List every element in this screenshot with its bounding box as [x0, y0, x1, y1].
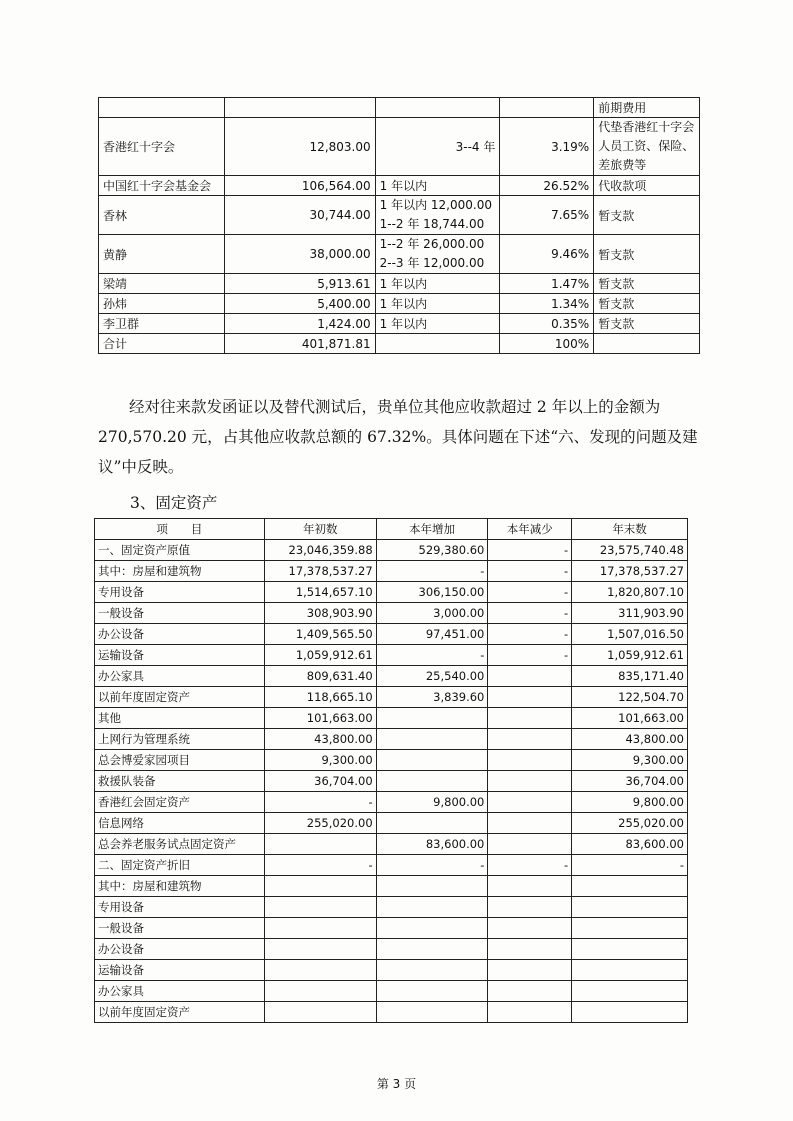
table-row [99, 334, 700, 354]
table-header-row [95, 519, 688, 540]
asset-end: 1,059,912.61 [572, 645, 688, 666]
receivable-percent: 9.46% [500, 235, 594, 274]
asset-end: 1,820,807.10 [572, 582, 688, 603]
asset-add [376, 708, 488, 729]
asset-add [376, 918, 488, 939]
receivable-percent: 7.65% [500, 196, 594, 235]
receivable-percent: 1.47% [500, 274, 594, 294]
asset-item: 以前年度固定资产 [95, 1002, 265, 1023]
asset-end: 1,507,016.50 [572, 624, 688, 645]
asset-add [376, 897, 488, 918]
asset-begin [264, 939, 376, 960]
header-end: 年末数 [572, 519, 688, 540]
asset-item: 香港红会固定资产 [95, 792, 265, 813]
asset-end [572, 960, 688, 981]
table-row [95, 624, 688, 645]
table-row [95, 687, 688, 708]
asset-sub [488, 834, 572, 855]
asset-end: 311,903.90 [572, 603, 688, 624]
table-row [95, 792, 688, 813]
asset-begin [264, 876, 376, 897]
asset-item: 一般设备 [95, 918, 265, 939]
asset-sub [488, 708, 572, 729]
asset-add [376, 1002, 488, 1023]
header-begin: 年初数 [264, 519, 376, 540]
asset-add: - [376, 645, 488, 666]
asset-end: - [572, 855, 688, 876]
receivable-amount: 12,803.00 [224, 118, 375, 176]
table-row [95, 981, 688, 1002]
asset-sub [488, 960, 572, 981]
asset-begin: 255,020.00 [264, 813, 376, 834]
receivable-age [375, 98, 500, 118]
header-item: 项 目 [95, 519, 265, 540]
receivable-note: 暂支款 [594, 235, 700, 274]
header-sub: 本年减少 [488, 519, 572, 540]
receivable-note: 暂支款 [594, 314, 700, 334]
table-row [99, 314, 700, 334]
receivable-name: 合计 [99, 334, 225, 354]
table-row [95, 1002, 688, 1023]
asset-add [376, 876, 488, 897]
receivable-amount: 1,424.00 [224, 314, 375, 334]
asset-begin: 9,300.00 [264, 750, 376, 771]
table-row [95, 708, 688, 729]
asset-end [572, 876, 688, 897]
receivable-percent: 3.19% [500, 118, 594, 176]
asset-sub [488, 1002, 572, 1023]
receivable-note: 暂支款 [594, 294, 700, 314]
asset-add: 83,600.00 [376, 834, 488, 855]
table-row [95, 855, 688, 876]
age-line: 1--2 年 26,000.00 [379, 237, 485, 251]
section-title: 3、固定资产 [130, 494, 218, 512]
table-row [95, 918, 688, 939]
receivable-amount: 401,871.81 [224, 334, 375, 354]
age-line: 1 年以内 12,000.00 [379, 198, 492, 212]
asset-add: 529,380.60 [376, 540, 488, 561]
analysis-paragraph: 经对往来款发函证以及替代测试后，贵单位其他应收款超过 2 年以上的金额为 270,570.20 元，占其他应收款总额的 67.32%。具体问题在下述“六、发现的问题及建议”中反映。 [98, 398, 698, 476]
table-row [95, 645, 688, 666]
table-row [95, 582, 688, 603]
asset-begin: 308,903.90 [264, 603, 376, 624]
table-row [95, 834, 688, 855]
asset-item: 运输设备 [95, 960, 265, 981]
receivable-name [99, 98, 225, 118]
asset-sub [488, 918, 572, 939]
asset-sub [488, 939, 572, 960]
receivable-percent: 100% [500, 334, 594, 354]
asset-add: 9,800.00 [376, 792, 488, 813]
asset-end: 835,171.40 [572, 666, 688, 687]
receivable-name: 梁靖 [99, 274, 225, 294]
receivable-name: 黄静 [99, 235, 225, 274]
asset-sub [488, 771, 572, 792]
asset-end [572, 918, 688, 939]
receivable-percent: 1.34% [500, 294, 594, 314]
asset-end: 255,020.00 [572, 813, 688, 834]
asset-sub: - [488, 645, 572, 666]
asset-add [376, 981, 488, 1002]
receivable-note: 代垫香港红十字会人员工资、保险、差旅费等 [594, 118, 700, 176]
asset-sub: - [488, 855, 572, 876]
asset-item: 二、固定资产折旧 [95, 855, 265, 876]
asset-begin: 43,800.00 [264, 729, 376, 750]
table-row [95, 960, 688, 981]
asset-add [376, 750, 488, 771]
receivable-amount: 5,913.61 [224, 274, 375, 294]
asset-item: 办公设备 [95, 624, 265, 645]
table-row [95, 813, 688, 834]
receivable-amount: 30,744.00 [224, 196, 375, 235]
asset-sub: - [488, 603, 572, 624]
asset-begin [264, 918, 376, 939]
asset-begin: 1,059,912.61 [264, 645, 376, 666]
asset-end: 36,704.00 [572, 771, 688, 792]
table-row [95, 540, 688, 561]
age-line: 1--2 年 18,744.00 [379, 217, 485, 231]
asset-end: 101,663.00 [572, 708, 688, 729]
receivable-name: 中国红十字会基金会 [99, 176, 225, 196]
asset-sub [488, 729, 572, 750]
receivable-name: 香林 [99, 196, 225, 235]
asset-item: 专用设备 [95, 897, 265, 918]
table-row [99, 274, 700, 294]
asset-item: 救援队装备 [95, 771, 265, 792]
receivable-age [375, 334, 500, 354]
receivable-amount: 38,000.00 [224, 235, 375, 274]
asset-end: 9,800.00 [572, 792, 688, 813]
receivable-age: 1 年以内 [375, 294, 500, 314]
table-row [95, 897, 688, 918]
asset-item: 运输设备 [95, 645, 265, 666]
receivables-table [98, 97, 700, 354]
asset-end: 9,300.00 [572, 750, 688, 771]
asset-begin [264, 960, 376, 981]
receivable-age: 1 年以内 [375, 314, 500, 334]
asset-add: 3,000.00 [376, 603, 488, 624]
asset-begin [264, 981, 376, 1002]
receivable-age [375, 196, 500, 235]
asset-begin [264, 834, 376, 855]
asset-sub [488, 750, 572, 771]
asset-end: 17,378,537.27 [572, 561, 688, 582]
asset-item: 专用设备 [95, 582, 265, 603]
table-row [95, 771, 688, 792]
receivable-name: 香港红十字会 [99, 118, 225, 176]
asset-sub: - [488, 540, 572, 561]
table-row [95, 750, 688, 771]
asset-sub [488, 897, 572, 918]
asset-begin: 101,663.00 [264, 708, 376, 729]
receivable-percent: 0.35% [500, 314, 594, 334]
table-row [95, 939, 688, 960]
asset-end: 43,800.00 [572, 729, 688, 750]
asset-sub [488, 813, 572, 834]
asset-begin: 23,046,359.88 [264, 540, 376, 561]
asset-add [376, 771, 488, 792]
asset-add: 25,540.00 [376, 666, 488, 687]
asset-end: 23,575,740.48 [572, 540, 688, 561]
asset-item: 一、固定资产原值 [95, 540, 265, 561]
table-row [95, 666, 688, 687]
asset-sub [488, 666, 572, 687]
table-row [99, 235, 700, 274]
asset-item: 办公家具 [95, 981, 265, 1002]
asset-begin: 118,665.10 [264, 687, 376, 708]
asset-add [376, 813, 488, 834]
asset-item: 信息网络 [95, 813, 265, 834]
asset-begin: 1,409,565.50 [264, 624, 376, 645]
asset-begin: - [264, 792, 376, 813]
asset-sub [488, 792, 572, 813]
receivable-amount [224, 98, 375, 118]
header-add: 本年增加 [376, 519, 488, 540]
table-row [99, 294, 700, 314]
table-row [95, 561, 688, 582]
receivable-percent [500, 98, 594, 118]
receivable-age [375, 235, 500, 274]
asset-end [572, 981, 688, 1002]
asset-begin: - [264, 855, 376, 876]
age-line: 2--3 年 12,000.00 [379, 256, 485, 270]
asset-add [376, 960, 488, 981]
asset-begin: 17,378,537.27 [264, 561, 376, 582]
asset-begin: 809,631.40 [264, 666, 376, 687]
page-number: 第 3 页 [376, 1077, 417, 1091]
asset-add: 3,839.60 [376, 687, 488, 708]
receivable-note: 暂支款 [594, 274, 700, 294]
asset-sub: - [488, 582, 572, 603]
receivable-note [594, 334, 700, 354]
asset-item: 总会博爱家园项目 [95, 750, 265, 771]
table-row [99, 196, 700, 235]
asset-item: 上网行为管理系统 [95, 729, 265, 750]
receivable-note: 前期费用 [594, 98, 700, 118]
asset-item: 一般设备 [95, 603, 265, 624]
asset-add [376, 939, 488, 960]
asset-item: 以前年度固定资产 [95, 687, 265, 708]
asset-end [572, 1002, 688, 1023]
receivable-age: 1 年以内 [375, 274, 500, 294]
table-row [99, 118, 700, 176]
receivable-age: 1 年以内 [375, 176, 500, 196]
asset-end [572, 939, 688, 960]
table-row [99, 98, 700, 118]
receivable-amount: 106,564.00 [224, 176, 375, 196]
table-row [95, 729, 688, 750]
table-row [99, 176, 700, 196]
asset-sub: - [488, 624, 572, 645]
asset-add: 306,150.00 [376, 582, 488, 603]
table-row [95, 603, 688, 624]
asset-item: 办公家具 [95, 666, 265, 687]
table-row [95, 876, 688, 897]
receivable-note: 暂支款 [594, 196, 700, 235]
asset-item: 其中：房屋和建筑物 [95, 561, 265, 582]
asset-item: 其他 [95, 708, 265, 729]
asset-sub [488, 687, 572, 708]
asset-item: 办公设备 [95, 939, 265, 960]
asset-sub: - [488, 561, 572, 582]
asset-item: 其中：房屋和建筑物 [95, 876, 265, 897]
receivable-amount: 5,400.00 [224, 294, 375, 314]
receivable-name: 孙炜 [99, 294, 225, 314]
fixed-assets-table [94, 518, 688, 1023]
asset-item: 总会养老服务试点固定资产 [95, 834, 265, 855]
asset-sub [488, 876, 572, 897]
receivable-note: 代收款项 [594, 176, 700, 196]
asset-begin [264, 1002, 376, 1023]
asset-add [376, 729, 488, 750]
receivable-name: 李卫群 [99, 314, 225, 334]
asset-begin [264, 897, 376, 918]
asset-end: 122,504.70 [572, 687, 688, 708]
receivable-percent: 26.52% [500, 176, 594, 196]
asset-add: 97,451.00 [376, 624, 488, 645]
asset-add: - [376, 561, 488, 582]
asset-begin: 36,704.00 [264, 771, 376, 792]
asset-begin: 1,514,657.10 [264, 582, 376, 603]
asset-sub [488, 981, 572, 1002]
asset-end: 83,600.00 [572, 834, 688, 855]
asset-end [572, 897, 688, 918]
asset-add: - [376, 855, 488, 876]
receivable-age: 3--4 年 [375, 118, 500, 176]
